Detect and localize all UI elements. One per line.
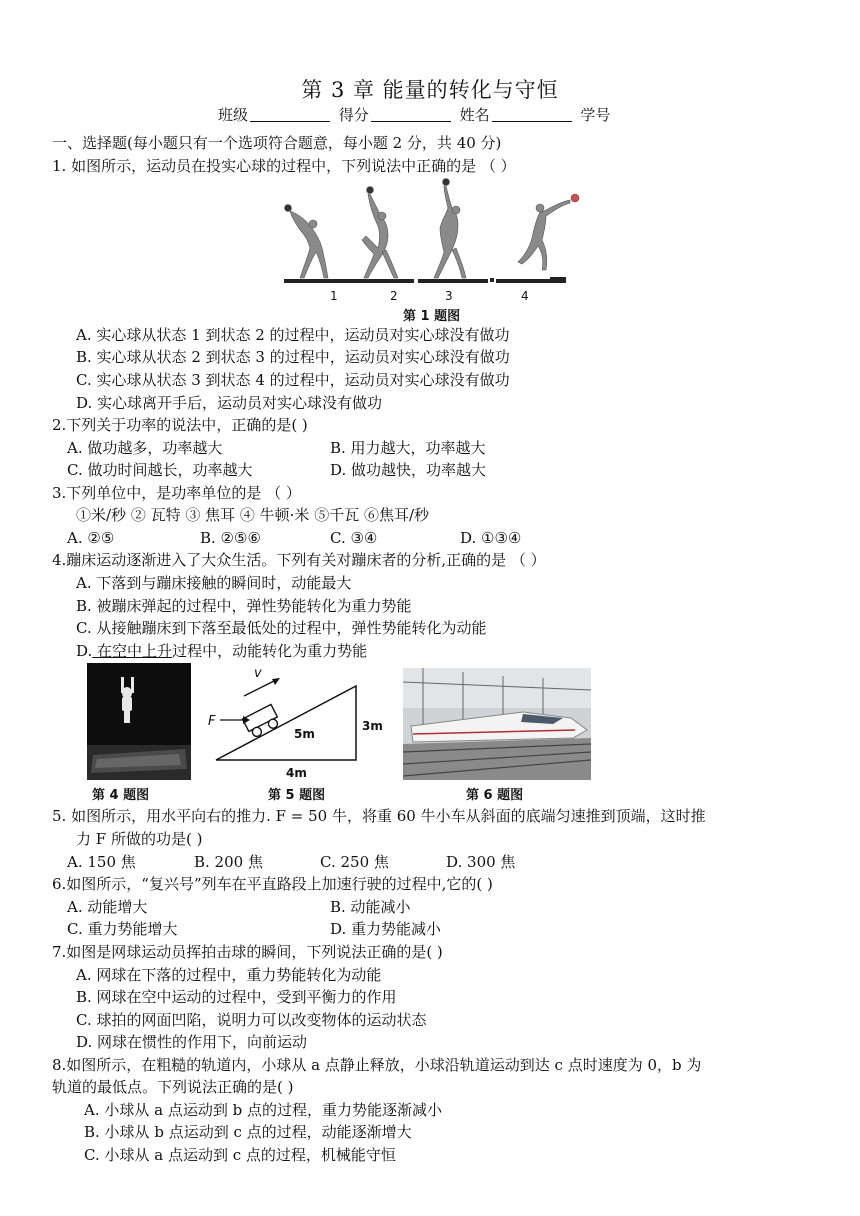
force-label: F (208, 714, 216, 729)
q2-option-a: A. 做功越多，功率越大 (67, 439, 223, 457)
ground-segment (284, 279, 414, 283)
q8-option-b: B. 小球从 b 点运动到 c 点的过程，动能逐渐增大 (84, 1123, 412, 1141)
q3-option-c: C. ③④ (330, 529, 378, 547)
q4-option-d-underlined-rise: 上升 (142, 642, 173, 660)
q6-figure-train-photo (403, 668, 591, 780)
q2-stem: 2.下列关于功率的说法中，正确的是( ) (52, 416, 308, 434)
q3-option-d: D. ①③④ (460, 529, 522, 547)
id-label: 学号 (580, 106, 611, 124)
ground-dot (490, 278, 494, 282)
incline-triangle (216, 686, 356, 760)
q6-option-d: D. 重力势能减小 (330, 920, 442, 938)
q2-option-b: B. 用力越大，功率越大 (330, 439, 486, 457)
page-title: 第 3 章 能量的转化与守恒 (301, 78, 559, 102)
q1-caption: 第 1 题图 (403, 309, 461, 324)
score-blank[interactable] (371, 107, 451, 122)
q4-figure-trampoline-photo (87, 663, 191, 780)
q2-option-d: D. 做功越快，功率越大 (330, 461, 487, 479)
q3-option-a: A. ②⑤ (67, 529, 115, 547)
q6-option-b: B. 动能减小 (330, 898, 411, 916)
q8-stem-line2: 轨道的最低点。下列说法正确的是( ) (52, 1078, 294, 1096)
ground-segment (418, 279, 488, 283)
q1-option-c: C. 实心球从状态 3 到状态 4 的过程中，运动员对实心球没有做功 (76, 371, 510, 389)
height-label: 3m (362, 719, 383, 733)
figure-label-4: 4 (521, 289, 529, 303)
class-blank[interactable] (250, 107, 330, 122)
athlete-figure-3 (434, 179, 466, 279)
q1-option-d: D. 实心球离开手后，运动员对实心球没有做功 (76, 394, 383, 412)
q5-stem-line2: 力 F 所做的功是( ) (76, 830, 203, 848)
q3-option-b: B. ②⑤⑥ (200, 529, 261, 547)
q4-option-c: C. 从接触蹦床到下落至最低处的过程中，弹性势能转化为动能 (76, 619, 487, 637)
q6-option-c: C. 重力势能增大 (67, 920, 178, 938)
class-label: 班级 (218, 106, 249, 124)
q4-option-d-prefix: D. (76, 642, 93, 660)
q5-option-a: A. 150 焦 (67, 853, 136, 871)
q7-stem: 7.如图是网球运动员挥拍击球的瞬间，下列说法正确的是( ) (52, 943, 443, 961)
q3-unit-list: ①米/秒 ② 瓦特 ③ 焦耳 ④ 牛顿·米 ⑤千瓦 ⑥焦耳/秒 (76, 506, 430, 524)
q4-option-b: B. 被蹦床弹起的过程中，弹性势能转化为重力势能 (76, 597, 412, 615)
name-label: 姓名 (459, 106, 490, 124)
fig6-caption: 第 6 题图 (466, 788, 524, 803)
q1-option-a: A. 实心球从状态 1 到状态 2 的过程中，运动员对实心球没有做功 (76, 326, 510, 344)
q5-option-d: D. 300 焦 (446, 853, 516, 871)
q8-option-a: A. 小球从 a 点运动到 b 点的过程，重力势能逐渐减小 (84, 1101, 442, 1119)
athlete-figure-4 (518, 194, 579, 270)
q4-option-d-underlined: 在空中 (92, 642, 143, 660)
q8-option-c: C. 小球从 a 点运动到 c 点的过程，机械能守恒 (84, 1146, 396, 1164)
athlete-figure-2 (362, 187, 398, 279)
shot-ball (571, 194, 579, 202)
name-blank[interactable] (492, 107, 572, 122)
q6-stem: 6.如图所示，“复兴号”列车在平直路段上加速行驶的过程中,它的( ) (52, 875, 493, 893)
q4-option-d-rest: 过程中，动能转化为重力势能 (172, 642, 368, 660)
figure-label-3: 3 (445, 289, 453, 303)
student-info-line (218, 104, 610, 125)
q4-stem: 4.蹦床运动逐渐进入了大众生活。下列有关对蹦床者的分析,正确的是 （ ） (52, 551, 546, 569)
q5-option-c: C. 250 焦 (320, 853, 389, 871)
athlete-figure-1 (285, 205, 329, 279)
q1-option-b: B. 实心球从状态 2 到状态 3 的过程中，运动员对实心球没有做功 (76, 348, 510, 366)
ground-segment (550, 277, 566, 281)
q2-option-c: C. 做功时间越长，功率越大 (67, 461, 253, 479)
q7-option-d: D. 网球在惯性的作用下，向前运动 (76, 1033, 308, 1051)
velocity-arrow (244, 680, 276, 696)
velocity-label: v (254, 666, 262, 681)
figure-label-2: 2 (390, 289, 398, 303)
q5-stem-line1: 5. 如图所示，用水平向右的推力. F = 50 牛，将重 60 牛小车从斜面的底端匀速推到顶端，这时推 (52, 807, 706, 825)
q4-option-a: A. 下落到与蹦床接触的瞬间时，动能最大 (76, 574, 352, 592)
figure-label-1: 1 (330, 289, 338, 303)
score-label: 得分 (338, 106, 369, 124)
q6-option-a: A. 动能增大 (67, 898, 148, 916)
fig5-caption: 第 5 题图 (268, 788, 326, 803)
q7-option-b: B. 网球在空中运动的过程中，受到平衡力的作用 (76, 988, 397, 1006)
slope-length-label: 5m (294, 727, 315, 741)
q8-stem-line1: 8.如图所示，在粗糙的轨道内，小球从 a 点静止释放，小球沿轨道运动到达 c 点时速度为 0，b 为 (52, 1056, 702, 1074)
q5-option-b: B. 200 焦 (194, 853, 263, 871)
cart (242, 704, 281, 739)
q1-figure-thrower-sequence (278, 178, 588, 306)
q7-option-c: C. 球拍的网面凹陷，说明力可以改变物体的运动状态 (76, 1011, 427, 1029)
section-heading: 一、选择题(每小题只有一个选项符合题意，每小题 2 分，共 40 分) (52, 134, 502, 152)
q1-stem: 1. 如图所示，运动员在投实心球的过程中，下列说法中正确的是 （ ） (52, 157, 516, 175)
base-length-label: 4m (286, 766, 307, 780)
q7-option-a: A. 网球在下落的过程中，重力势能转化为动能 (76, 966, 382, 984)
q5-figure-incline (206, 664, 386, 782)
q3-stem: 3.下列单位中，是功率单位的是 （ ） (52, 484, 301, 502)
fig4-caption: 第 4 题图 (92, 788, 150, 803)
q4-option-d (76, 641, 367, 661)
